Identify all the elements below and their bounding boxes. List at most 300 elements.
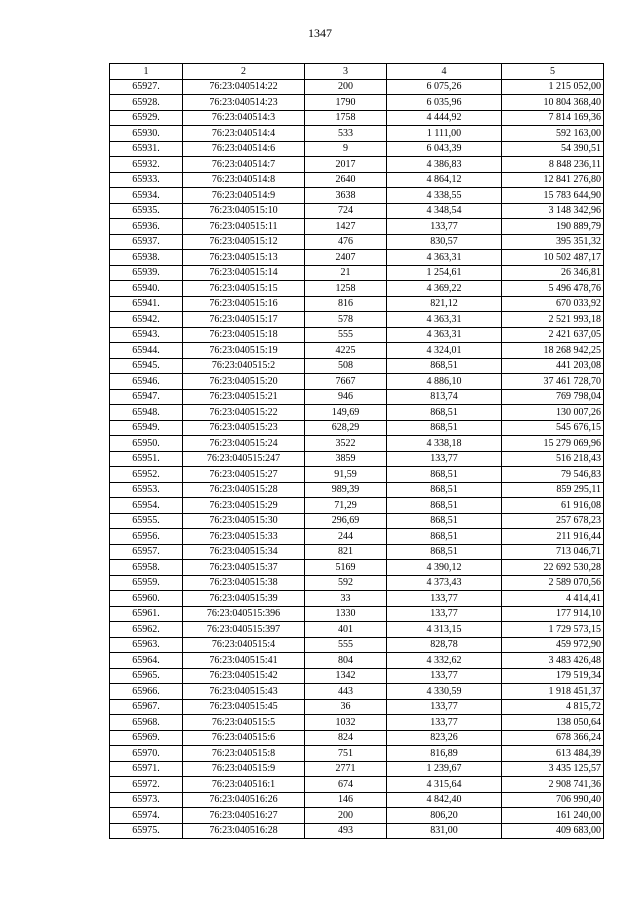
specific-value-cell: 4 390,12 xyxy=(387,560,502,576)
specific-value-cell: 4 369,22 xyxy=(387,281,502,297)
area-cell: 21 xyxy=(305,265,387,281)
row-number-cell: 65969. xyxy=(110,730,183,746)
cadastral-value-cell: 545 676,15 xyxy=(502,420,604,436)
area-cell: 1258 xyxy=(305,281,387,297)
cadastral-value-cell: 4 815,72 xyxy=(502,699,604,715)
cadastral-value-cell: 769 798,04 xyxy=(502,389,604,405)
cadastral-value-cell: 2 521 993,18 xyxy=(502,312,604,328)
area-cell: 555 xyxy=(305,637,387,653)
cadastral-number-cell: 76:23:040514:6 xyxy=(183,141,305,157)
specific-value-cell: 831,00 xyxy=(387,823,502,839)
table-row xyxy=(110,265,604,281)
specific-value-cell: 1 239,67 xyxy=(387,761,502,777)
specific-value-cell: 806,20 xyxy=(387,808,502,824)
row-number-cell: 65960. xyxy=(110,591,183,607)
specific-value-cell: 816,89 xyxy=(387,746,502,762)
cadastral-value-cell: 179 519,34 xyxy=(502,668,604,684)
cadastral-number-cell: 76:23:040515:34 xyxy=(183,544,305,560)
area-cell: 493 xyxy=(305,823,387,839)
cadastral-number-cell: 76:23:040515:24 xyxy=(183,436,305,452)
area-cell: 200 xyxy=(305,79,387,95)
specific-value-cell: 4 338,18 xyxy=(387,436,502,452)
area-cell: 149,69 xyxy=(305,405,387,421)
row-number-cell: 65952. xyxy=(110,467,183,483)
table-row xyxy=(110,808,604,824)
cadastral-value-cell: 12 841 276,80 xyxy=(502,172,604,188)
table-row xyxy=(110,777,604,793)
specific-value-cell: 821,12 xyxy=(387,296,502,312)
specific-value-cell: 823,26 xyxy=(387,730,502,746)
table-row xyxy=(110,374,604,390)
area-cell: 989,39 xyxy=(305,482,387,498)
area-cell: 91,59 xyxy=(305,467,387,483)
row-number-cell: 65949. xyxy=(110,420,183,436)
area-cell: 200 xyxy=(305,808,387,824)
cadastral-number-cell: 76:23:040515:12 xyxy=(183,234,305,250)
specific-value-cell: 828,78 xyxy=(387,637,502,653)
cadastral-value-cell: 859 295,11 xyxy=(502,482,604,498)
area-cell: 36 xyxy=(305,699,387,715)
row-number-cell: 65945. xyxy=(110,358,183,374)
table-row xyxy=(110,234,604,250)
specific-value-cell: 868,51 xyxy=(387,358,502,374)
specific-value-cell: 830,57 xyxy=(387,234,502,250)
specific-value-cell: 6 043,39 xyxy=(387,141,502,157)
row-number-cell: 65930. xyxy=(110,126,183,142)
area-cell: 5169 xyxy=(305,560,387,576)
specific-value-cell: 1 111,00 xyxy=(387,126,502,142)
cadastral-number-cell: 76:23:040515:45 xyxy=(183,699,305,715)
cadastral-number-cell: 76:23:040515:28 xyxy=(183,482,305,498)
area-cell: 751 xyxy=(305,746,387,762)
cadastral-value-cell: 3 148 342,96 xyxy=(502,203,604,219)
row-number-cell: 65962. xyxy=(110,622,183,638)
area-cell: 946 xyxy=(305,389,387,405)
row-number-cell: 65951. xyxy=(110,451,183,467)
row-number-cell: 65958. xyxy=(110,560,183,576)
specific-value-cell: 133,77 xyxy=(387,219,502,235)
cadastral-value-cell: 18 268 942,25 xyxy=(502,343,604,359)
specific-value-cell: 4 386,83 xyxy=(387,157,502,173)
table-row xyxy=(110,699,604,715)
row-number-cell: 65963. xyxy=(110,637,183,653)
area-cell: 804 xyxy=(305,653,387,669)
area-cell: 592 xyxy=(305,575,387,591)
cadastral-number-cell: 76:23:040515:11 xyxy=(183,219,305,235)
column-header-4: 4 xyxy=(387,64,502,80)
table-row xyxy=(110,560,604,576)
table-row xyxy=(110,467,604,483)
table-row xyxy=(110,606,604,622)
table-row xyxy=(110,343,604,359)
cadastral-number-cell: 76:23:040515:10 xyxy=(183,203,305,219)
cadastral-value-cell: 613 484,39 xyxy=(502,746,604,762)
cadastral-value-cell: 190 889,79 xyxy=(502,219,604,235)
cadastral-value-table xyxy=(109,63,604,839)
area-cell: 1032 xyxy=(305,715,387,731)
row-number-cell: 65953. xyxy=(110,482,183,498)
specific-value-cell: 868,51 xyxy=(387,420,502,436)
cadastral-number-cell: 76:23:040515:4 xyxy=(183,637,305,653)
cadastral-value-cell: 10 804 368,40 xyxy=(502,95,604,111)
cadastral-value-cell: 22 692 530,28 xyxy=(502,560,604,576)
cadastral-value-cell: 1 215 052,00 xyxy=(502,79,604,95)
cadastral-value-cell: 441 203,08 xyxy=(502,358,604,374)
area-cell: 3859 xyxy=(305,451,387,467)
cadastral-number-cell: 76:23:040515:30 xyxy=(183,513,305,529)
area-cell: 508 xyxy=(305,358,387,374)
table-row xyxy=(110,668,604,684)
cadastral-value-cell: 592 163,00 xyxy=(502,126,604,142)
area-cell: 71,29 xyxy=(305,498,387,514)
specific-value-cell: 4 338,55 xyxy=(387,188,502,204)
cadastral-number-cell: 76:23:040515:8 xyxy=(183,746,305,762)
area-cell: 33 xyxy=(305,591,387,607)
cadastral-value-cell: 706 990,40 xyxy=(502,792,604,808)
row-number-cell: 65954. xyxy=(110,498,183,514)
row-number-cell: 65947. xyxy=(110,389,183,405)
row-number-cell: 65937. xyxy=(110,234,183,250)
specific-value-cell: 813,74 xyxy=(387,389,502,405)
cadastral-value-cell: 2 908 741,36 xyxy=(502,777,604,793)
row-number-cell: 65967. xyxy=(110,699,183,715)
cadastral-number-cell: 76:23:040515:19 xyxy=(183,343,305,359)
area-cell: 7667 xyxy=(305,374,387,390)
table-row xyxy=(110,358,604,374)
area-cell: 476 xyxy=(305,234,387,250)
area-cell: 401 xyxy=(305,622,387,638)
cadastral-value-cell: 15 279 069,96 xyxy=(502,436,604,452)
row-number-cell: 65929. xyxy=(110,110,183,126)
row-number-cell: 65943. xyxy=(110,327,183,343)
specific-value-cell: 133,77 xyxy=(387,699,502,715)
cadastral-value-cell: 211 916,44 xyxy=(502,529,604,545)
table-row xyxy=(110,591,604,607)
area-cell: 3522 xyxy=(305,436,387,452)
column-header-3: 3 xyxy=(305,64,387,80)
row-number-cell: 65932. xyxy=(110,157,183,173)
table-row xyxy=(110,498,604,514)
cadastral-value-cell: 37 461 728,70 xyxy=(502,374,604,390)
cadastral-value-cell: 26 346,81 xyxy=(502,265,604,281)
specific-value-cell: 868,51 xyxy=(387,544,502,560)
specific-value-cell: 1 254,61 xyxy=(387,265,502,281)
area-cell: 816 xyxy=(305,296,387,312)
table-row xyxy=(110,157,604,173)
row-number-cell: 65940. xyxy=(110,281,183,297)
area-cell: 4225 xyxy=(305,343,387,359)
cadastral-number-cell: 76:23:040514:7 xyxy=(183,157,305,173)
cadastral-value-cell: 177 914,10 xyxy=(502,606,604,622)
cadastral-number-cell: 76:23:040515:6 xyxy=(183,730,305,746)
table-row xyxy=(110,79,604,95)
table-row xyxy=(110,389,604,405)
cadastral-value-cell: 459 972,90 xyxy=(502,637,604,653)
cadastral-number-cell: 76:23:040515:21 xyxy=(183,389,305,405)
specific-value-cell: 4 363,31 xyxy=(387,250,502,266)
cadastral-number-cell: 76:23:040515:27 xyxy=(183,467,305,483)
area-cell: 724 xyxy=(305,203,387,219)
specific-value-cell: 4 332,62 xyxy=(387,653,502,669)
cadastral-number-cell: 76:23:040514:8 xyxy=(183,172,305,188)
specific-value-cell: 4 886,10 xyxy=(387,374,502,390)
table-row xyxy=(110,172,604,188)
specific-value-cell: 6 035,96 xyxy=(387,95,502,111)
area-cell: 9 xyxy=(305,141,387,157)
cadastral-value-cell: 713 046,71 xyxy=(502,544,604,560)
table-row xyxy=(110,513,604,529)
row-number-cell: 65944. xyxy=(110,343,183,359)
cadastral-value-cell: 1 729 573,15 xyxy=(502,622,604,638)
cadastral-number-cell: 76:23:040516:28 xyxy=(183,823,305,839)
table-row xyxy=(110,637,604,653)
table-row xyxy=(110,746,604,762)
row-number-cell: 65975. xyxy=(110,823,183,839)
area-cell: 824 xyxy=(305,730,387,746)
cadastral-number-cell: 76:23:040514:4 xyxy=(183,126,305,142)
row-number-cell: 65941. xyxy=(110,296,183,312)
area-cell: 821 xyxy=(305,544,387,560)
row-number-cell: 65974. xyxy=(110,808,183,824)
cadastral-value-cell: 7 814 169,36 xyxy=(502,110,604,126)
area-cell: 146 xyxy=(305,792,387,808)
cadastral-number-cell: 76:23:040515:33 xyxy=(183,529,305,545)
row-number-cell: 65939. xyxy=(110,265,183,281)
row-number-cell: 65956. xyxy=(110,529,183,545)
row-number-cell: 65968. xyxy=(110,715,183,731)
table-row xyxy=(110,327,604,343)
cadastral-value-cell: 257 678,23 xyxy=(502,513,604,529)
row-number-cell: 65936. xyxy=(110,219,183,235)
table-row xyxy=(110,529,604,545)
table-row xyxy=(110,653,604,669)
table-row xyxy=(110,761,604,777)
cadastral-number-cell: 76:23:040515:14 xyxy=(183,265,305,281)
cadastral-value-cell: 5 496 478,76 xyxy=(502,281,604,297)
cadastral-value-cell: 409 683,00 xyxy=(502,823,604,839)
cadastral-value-cell: 516 218,43 xyxy=(502,451,604,467)
cadastral-number-cell: 76:23:040515:396 xyxy=(183,606,305,622)
row-number-cell: 65973. xyxy=(110,792,183,808)
cadastral-value-cell: 130 007,26 xyxy=(502,405,604,421)
area-cell: 2407 xyxy=(305,250,387,266)
table-row xyxy=(110,715,604,731)
row-number-cell: 65928. xyxy=(110,95,183,111)
row-number-cell: 65972. xyxy=(110,777,183,793)
cadastral-number-cell: 76:23:040515:9 xyxy=(183,761,305,777)
cadastral-value-cell: 2 421 637,05 xyxy=(502,327,604,343)
area-cell: 443 xyxy=(305,684,387,700)
row-number-cell: 65964. xyxy=(110,653,183,669)
row-number-cell: 65935. xyxy=(110,203,183,219)
specific-value-cell: 868,51 xyxy=(387,529,502,545)
cadastral-number-cell: 76:23:040515:29 xyxy=(183,498,305,514)
column-header-5: 5 xyxy=(502,64,604,80)
header-row xyxy=(110,64,604,80)
specific-value-cell: 133,77 xyxy=(387,591,502,607)
specific-value-cell: 4 842,40 xyxy=(387,792,502,808)
area-cell: 628,29 xyxy=(305,420,387,436)
row-number-cell: 65966. xyxy=(110,684,183,700)
table-row xyxy=(110,792,604,808)
table-body xyxy=(110,79,604,839)
specific-value-cell: 868,51 xyxy=(387,498,502,514)
area-cell: 1330 xyxy=(305,606,387,622)
cadastral-number-cell: 76:23:040515:41 xyxy=(183,653,305,669)
row-number-cell: 65938. xyxy=(110,250,183,266)
table-row xyxy=(110,622,604,638)
row-number-cell: 65961. xyxy=(110,606,183,622)
specific-value-cell: 133,77 xyxy=(387,715,502,731)
cadastral-value-cell: 670 033,92 xyxy=(502,296,604,312)
cadastral-value-cell: 8 848 236,11 xyxy=(502,157,604,173)
table-row xyxy=(110,141,604,157)
table-row xyxy=(110,823,604,839)
specific-value-cell: 868,51 xyxy=(387,482,502,498)
area-cell: 1427 xyxy=(305,219,387,235)
cadastral-number-cell: 76:23:040515:43 xyxy=(183,684,305,700)
area-cell: 2640 xyxy=(305,172,387,188)
specific-value-cell: 133,77 xyxy=(387,606,502,622)
cadastral-number-cell: 76:23:040515:2 xyxy=(183,358,305,374)
table-row xyxy=(110,281,604,297)
specific-value-cell: 4 324,01 xyxy=(387,343,502,359)
table-row xyxy=(110,730,604,746)
table-row xyxy=(110,312,604,328)
table-row xyxy=(110,482,604,498)
cadastral-number-cell: 76:23:040516:27 xyxy=(183,808,305,824)
specific-value-cell: 133,77 xyxy=(387,451,502,467)
cadastral-value-cell: 3 435 125,57 xyxy=(502,761,604,777)
row-number-cell: 65970. xyxy=(110,746,183,762)
column-header-2: 2 xyxy=(183,64,305,80)
row-number-cell: 65931. xyxy=(110,141,183,157)
area-cell: 674 xyxy=(305,777,387,793)
row-number-cell: 65957. xyxy=(110,544,183,560)
row-number-cell: 65933. xyxy=(110,172,183,188)
cadastral-number-cell: 76:23:040515:38 xyxy=(183,575,305,591)
table-row xyxy=(110,544,604,560)
specific-value-cell: 133,77 xyxy=(387,668,502,684)
cadastral-value-cell: 61 916,08 xyxy=(502,498,604,514)
table-row xyxy=(110,420,604,436)
cadastral-number-cell: 76:23:040514:22 xyxy=(183,79,305,95)
cadastral-value-cell: 678 366,24 xyxy=(502,730,604,746)
column-header-1: 1 xyxy=(110,64,183,80)
table-row xyxy=(110,110,604,126)
page-number: 1347 xyxy=(308,26,332,40)
area-cell: 244 xyxy=(305,529,387,545)
cadastral-number-cell: 76:23:040515:23 xyxy=(183,420,305,436)
table-row xyxy=(110,684,604,700)
cadastral-number-cell: 76:23:040515:16 xyxy=(183,296,305,312)
cadastral-value-cell: 15 783 644,90 xyxy=(502,188,604,204)
cadastral-number-cell: 76:23:040515:42 xyxy=(183,668,305,684)
area-cell: 1758 xyxy=(305,110,387,126)
area-cell: 296,69 xyxy=(305,513,387,529)
table-row xyxy=(110,405,604,421)
table-row xyxy=(110,188,604,204)
row-number-cell: 65971. xyxy=(110,761,183,777)
cadastral-value-cell: 395 351,32 xyxy=(502,234,604,250)
table-row xyxy=(110,451,604,467)
table-row xyxy=(110,95,604,111)
row-number-cell: 65942. xyxy=(110,312,183,328)
row-number-cell: 65965. xyxy=(110,668,183,684)
row-number-cell: 65959. xyxy=(110,575,183,591)
specific-value-cell: 4 373,43 xyxy=(387,575,502,591)
area-cell: 2771 xyxy=(305,761,387,777)
row-number-cell: 65955. xyxy=(110,513,183,529)
cadastral-number-cell: 76:23:040515:18 xyxy=(183,327,305,343)
table-row xyxy=(110,296,604,312)
cadastral-value-cell: 54 390,51 xyxy=(502,141,604,157)
specific-value-cell: 868,51 xyxy=(387,405,502,421)
row-number-cell: 65946. xyxy=(110,374,183,390)
specific-value-cell: 4 348,54 xyxy=(387,203,502,219)
table-row xyxy=(110,436,604,452)
area-cell: 2017 xyxy=(305,157,387,173)
cadastral-number-cell: 76:23:040516:1 xyxy=(183,777,305,793)
cadastral-number-cell: 76:23:040515:397 xyxy=(183,622,305,638)
cadastral-value-cell: 10 502 487,17 xyxy=(502,250,604,266)
row-number-cell: 65950. xyxy=(110,436,183,452)
cadastral-number-cell: 76:23:040516:26 xyxy=(183,792,305,808)
cadastral-number-cell: 76:23:040515:5 xyxy=(183,715,305,731)
row-number-cell: 65948. xyxy=(110,405,183,421)
cadastral-number-cell: 76:23:040515:17 xyxy=(183,312,305,328)
cadastral-value-cell: 79 546,83 xyxy=(502,467,604,483)
specific-value-cell: 4 330,59 xyxy=(387,684,502,700)
specific-value-cell: 868,51 xyxy=(387,467,502,483)
area-cell: 1790 xyxy=(305,95,387,111)
cadastral-value-cell: 2 589 070,56 xyxy=(502,575,604,591)
cadastral-value-cell: 161 240,00 xyxy=(502,808,604,824)
cadastral-number-cell: 76:23:040515:22 xyxy=(183,405,305,421)
specific-value-cell: 4 313,15 xyxy=(387,622,502,638)
cadastral-value-cell: 3 483 426,48 xyxy=(502,653,604,669)
table-row xyxy=(110,219,604,235)
specific-value-cell: 4 864,12 xyxy=(387,172,502,188)
table-row xyxy=(110,203,604,219)
specific-value-cell: 4 315,64 xyxy=(387,777,502,793)
cadastral-number-cell: 76:23:040515:13 xyxy=(183,250,305,266)
cadastral-number-cell: 76:23:040515:39 xyxy=(183,591,305,607)
cadastral-number-cell: 76:23:040515:15 xyxy=(183,281,305,297)
cadastral-number-cell: 76:23:040515:20 xyxy=(183,374,305,390)
cadastral-value-cell: 138 050,64 xyxy=(502,715,604,731)
specific-value-cell: 6 075,26 xyxy=(387,79,502,95)
table-row xyxy=(110,250,604,266)
specific-value-cell: 4 363,31 xyxy=(387,327,502,343)
area-cell: 3638 xyxy=(305,188,387,204)
cadastral-number-cell: 76:23:040514:9 xyxy=(183,188,305,204)
cadastral-value-cell: 1 918 451,37 xyxy=(502,684,604,700)
table-row xyxy=(110,575,604,591)
cadastral-number-cell: 76:23:040515:247 xyxy=(183,451,305,467)
area-cell: 1342 xyxy=(305,668,387,684)
row-number-cell: 65934. xyxy=(110,188,183,204)
area-cell: 555 xyxy=(305,327,387,343)
cadastral-number-cell: 76:23:040514:3 xyxy=(183,110,305,126)
row-number-cell: 65927. xyxy=(110,79,183,95)
cadastral-value-cell: 4 414,41 xyxy=(502,591,604,607)
cadastral-number-cell: 76:23:040514:23 xyxy=(183,95,305,111)
area-cell: 533 xyxy=(305,126,387,142)
specific-value-cell: 4 363,31 xyxy=(387,312,502,328)
specific-value-cell: 4 444,92 xyxy=(387,110,502,126)
specific-value-cell: 868,51 xyxy=(387,513,502,529)
